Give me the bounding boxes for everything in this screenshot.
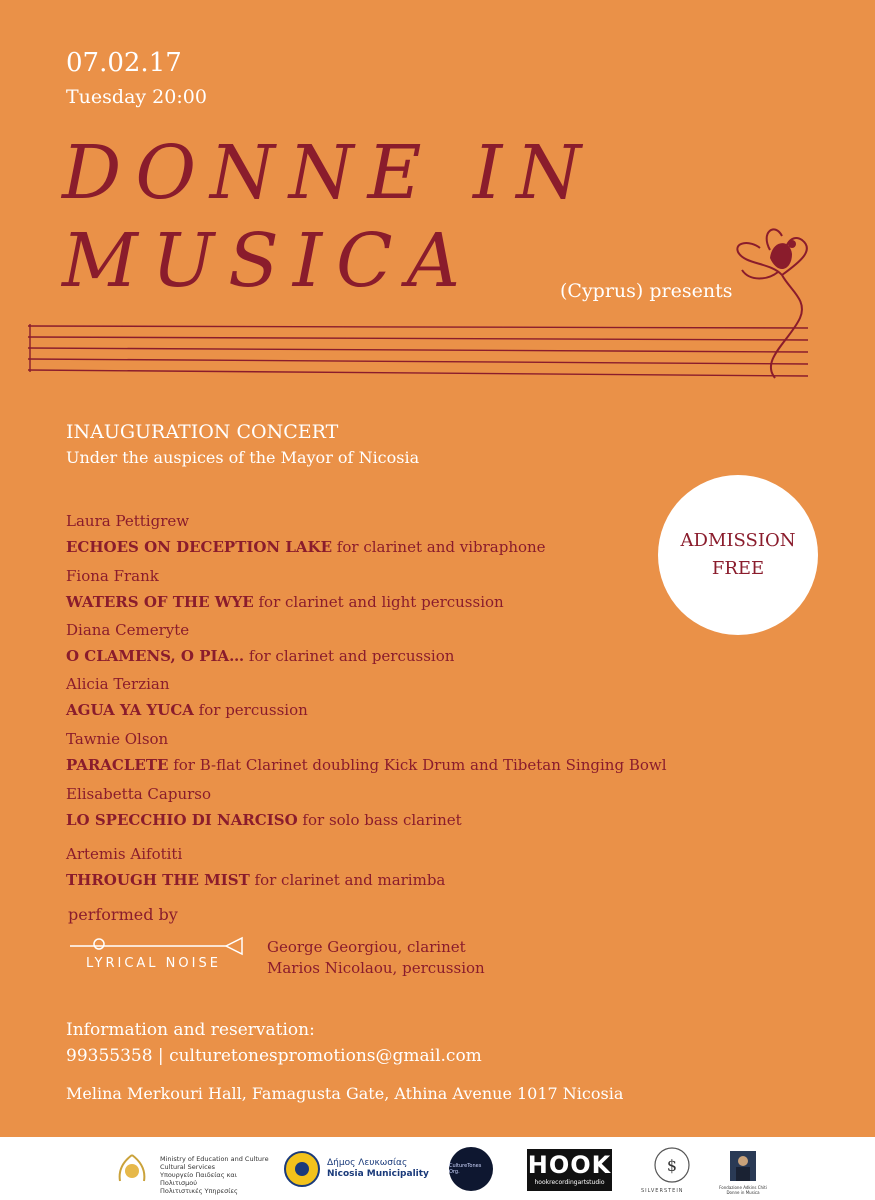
composer-name: Fiona Frank [66, 567, 159, 585]
admission-free-badge [658, 475, 818, 635]
performers-list [267, 937, 485, 979]
composer-name: Alicia Terzian [66, 675, 170, 693]
program-item [66, 726, 667, 778]
piece-title: ECHOES ON DECEPTION LAKE [66, 538, 333, 556]
performer: Marios Nicolaou, percussion [267, 959, 485, 977]
piece-instrumentation: for clarinet and vibraphone [332, 538, 546, 556]
ministry-logo-text: Ministry of Education and Culture Cultural Services Υπουργείο Παιδείας και Πολιτισμού Πολιτιστικές Υπηρεσίες [160, 1155, 269, 1195]
concert-heading: INAUGURATION CONCERT [66, 421, 339, 443]
event-time: Tuesday 20:00 [66, 86, 207, 108]
donne-foundation-logo-text: Fondazione Adkins Chiti Donne in Musica [719, 1185, 767, 1195]
event-date: 07.02.17 [66, 48, 182, 78]
svg-text:$: $ [666, 1156, 678, 1175]
composer-name: Diana Cemeryte [66, 621, 190, 639]
title-line-2: MUSICA [62, 218, 475, 304]
badge-line-2: FREE [711, 558, 765, 579]
donne-foundation-portrait-icon [728, 1149, 758, 1183]
culturetones-logo: CultureTones Org. [449, 1147, 493, 1191]
nicosia-seal-icon [283, 1150, 321, 1188]
performed-by-label: performed by [68, 905, 178, 924]
piece-title: AGUA YA YUCA [66, 701, 194, 719]
performer: George Georgiou, clarinet [267, 938, 466, 956]
program-item [66, 841, 445, 893]
piece-instrumentation: for solo bass clarinet [297, 811, 462, 829]
presents-text: (Cyprus) presents [560, 280, 733, 302]
piece-instrumentation: for clarinet and marimba [249, 871, 446, 889]
composer-name: Elisabetta Capurso [66, 785, 212, 803]
piece-title: WATERS OF THE WYE [66, 593, 254, 611]
program-item [66, 671, 308, 723]
music-staff-graphic [0, 0, 875, 400]
silverstein-seal-icon [652, 1145, 692, 1185]
piece-title: THROUGH THE MIST [66, 871, 250, 889]
silverstein-logo-text: SILVERSTEIN [641, 1188, 684, 1194]
program-item [66, 563, 504, 615]
lyrical-noise-logo-text: LYRICAL NOISE [86, 956, 221, 971]
piece-instrumentation: for clarinet and light percussion [253, 593, 504, 611]
contact-info: 99355358 | culturetonespromotions@gmail.com [66, 1046, 482, 1066]
piece-title: O CLAMENS, O PIA… [66, 647, 245, 665]
auspices-text: Under the auspices of the Mayor of Nicosia [66, 448, 420, 467]
venue-text: Melina Merkouri Hall, Famagusta Gate, Athina Avenue 1017 Nicosia [66, 1084, 624, 1103]
cyprus-emblem-icon [112, 1151, 152, 1187]
composer-name: Artemis Aifotiti [66, 845, 183, 863]
program-item [66, 508, 546, 560]
piece-instrumentation: for percussion [193, 701, 308, 719]
flower-bud-icon [770, 243, 792, 269]
info-label: Information and reservation: [66, 1020, 315, 1040]
program-item [66, 781, 462, 833]
composer-name: Laura Pettigrew [66, 512, 190, 530]
piece-instrumentation: for B-flat Clarinet doubling Kick Drum and Tibetan Singing Bowl [168, 756, 667, 774]
piece-instrumentation: for clarinet and percussion [244, 647, 455, 665]
composer-name: Tawnie Olson [66, 730, 169, 748]
piece-title: LO SPECCHIO DI NARCISO [66, 811, 298, 829]
title-line-1: DONNE IN [62, 130, 596, 216]
sponsor-footer [0, 1137, 875, 1200]
badge-line-1: ADMISSION [680, 530, 796, 551]
lyrical-noise-logo-icon [66, 934, 256, 958]
program-item [66, 617, 454, 669]
hook-studio-logo: HOOK hookrecordingartstudio [527, 1149, 612, 1191]
piece-title: PARACLETE [66, 756, 169, 774]
nicosia-logo-text: Δήμος Λευκωσίας Nicosia Municipality [327, 1158, 429, 1179]
